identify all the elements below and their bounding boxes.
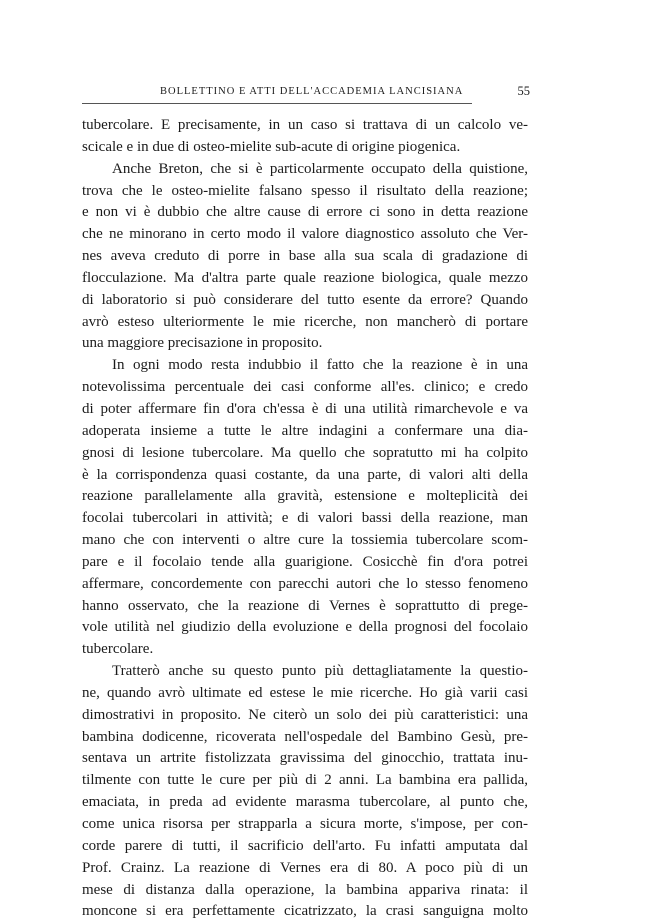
text-line: trova che le osteo-mielite falsano spesso il risultato della reazione; — [82, 182, 528, 199]
text-line: reazione parallelamente alla gravità, estensione e molteplicità dei — [82, 488, 528, 505]
text-line: sentava un artrite fistolizzata gravissima del ginocchio, trattata inu- — [82, 750, 528, 767]
text-line: che ne minorano in certo modo il valore diagnostico assoluto che Ver- — [82, 226, 528, 243]
text-line: avrò esteso ulteriormente le mie ricerche, non mancherò di portare — [82, 313, 528, 330]
text-line: Prof. Crainz. La reazione di Vernes era di 80. A poco più di un — [82, 859, 528, 876]
text-line: di poter affermare fin d'ora ch'essa è di una utilità rimarchevole e va — [82, 400, 528, 417]
page-header — [82, 86, 530, 106]
text-line: pare e il focolaio tende alla guarigione. Cosicchè fin d'ora potrei — [82, 553, 528, 570]
text-line: una maggiore precisazione in proposito. — [82, 335, 323, 352]
text-line: In ogni modo resta indubbio il fatto che la reazione è in una — [112, 357, 528, 374]
text-line: gnosi di lesione tubercolare. Ma quello che sopratutto mi ha colpito — [82, 444, 528, 461]
text-line: nes aveva creduto di porre in base alla sua scala di gradazione di — [82, 248, 528, 265]
text-line: e non vi è dubbio che altre cause di errore ci sono in detta reazione — [82, 204, 528, 221]
text-line: scicale e in due di osteo-mielite sub-acute di origine piogenica. — [82, 138, 461, 155]
text-line: tilmente con tutte le cure per più di 2 anni. La bambina era pallida, — [82, 772, 528, 789]
text-line: hanno osservato, che la reazione di Vernes è soprattutto di prege- — [82, 597, 528, 614]
text-line: emaciata, in preda ad evidente marasma tubercolare, al punto che, — [82, 794, 528, 811]
text-line: adoperata insieme a tutte le altre indagini a confermare una dia- — [82, 422, 528, 439]
text-line: bambina dodicenne, ricoverata nell'ospedale del Bambino Gesù, pre- — [82, 728, 528, 745]
text-line: ne, quando avrò ultimate ed estese le mie ricerche. Ho già varii casi — [82, 684, 528, 701]
running-title: BOLLETTINO E ATTI DELL'ACCADEMIA LANCISIANA — [160, 86, 464, 97]
text-line: come unica risorsa per strapparla a sicura morte, s'impose, per con- — [82, 816, 528, 832]
text-line: tubercolare. — [82, 641, 154, 658]
text-line: mese di distanza dalla operazione, la bambina appariva rinata: il — [82, 881, 528, 898]
text-line: focolai tubercolari in attività; e di valori bassi della reazione, man — [82, 510, 528, 527]
text-line: mano che con interventi o altre cure la tossiemia tubercolare scom- — [82, 532, 528, 549]
text-line: affermare, concordemente con parecchi autori che lo stesso fenomeno — [82, 575, 528, 592]
text-line: dimostrativi in proposito. Ne citerò un solo dei più caratteristici: una — [82, 706, 528, 723]
header-rule — [82, 103, 472, 104]
page-number: 55 — [517, 84, 530, 98]
text-line: notevolissima percentuale dei casi conforme all'es. clinico; e credo — [82, 379, 528, 396]
text-line: di laboratorio si può considerare del tutto esente da errore? Quando — [82, 291, 528, 308]
text-line: vole utilità nel giudizio della evoluzione e della prognosi del focolaio — [82, 619, 528, 636]
text-line: flocculazione. Ma d'altra parte quale reazione biologica, quale mezzo — [82, 269, 528, 286]
text-line: Tratterò anche su questo punto più dettagliatamente la questio- — [112, 663, 528, 680]
text-line: è la corrispondenza quasi costante, da una parte, di valori alti della — [82, 466, 528, 483]
text-line: corde parere di tutti, il sacrificio dell'arto. Fu infatti amputata dal — [82, 837, 528, 854]
text-line: Anche Breton, che si è particolarmente occupato della quistione, — [112, 160, 528, 177]
text-line: moncone si era perfettamente cicatrizzato, la crasi sanguigna molto — [82, 903, 528, 920]
body-text — [82, 115, 528, 923]
text-line: tubercolare. E precisamente, in un caso si trattava di un calcolo ve- — [82, 117, 528, 133]
